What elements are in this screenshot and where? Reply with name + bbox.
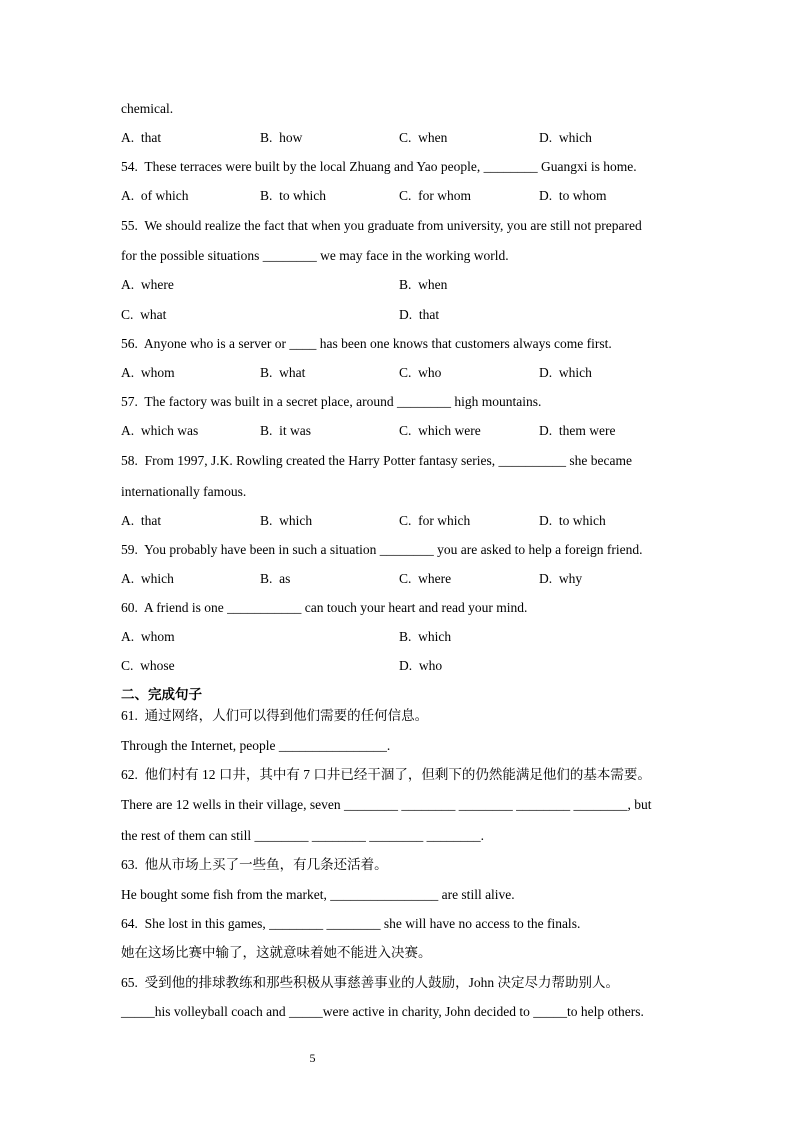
question-56: 56. Anyone who is a server or ____ has been one knows that customers always come first. [121, 336, 612, 351]
option-60-b: B. which [399, 629, 452, 644]
option-58-d: D. to which [539, 513, 606, 528]
option-59-a: A. which [121, 571, 174, 586]
option-58-a: A. that [121, 513, 162, 528]
section-heading: 二、完成句子 [121, 687, 202, 702]
option-57-c: C. which were [399, 423, 481, 438]
question-64-english: 64. She lost in this games, ________ ________ she will have no access to the finals. [121, 916, 581, 931]
option-54-a: A. of which [121, 188, 189, 203]
question-53-continuation: chemical. [121, 101, 174, 116]
question-58-line1: 58. From 1997, J.K. Rowling created the Harry Potter fantasy series, __________ she became [121, 453, 633, 468]
question-65-chinese: 65. 受到他的排球教练和那些积极从事慈善事业的人鼓励，John 决定尽力帮助别人。 [121, 975, 620, 990]
option-53-b: B. how [260, 130, 303, 145]
question-55-line2: for the possible situations ________ we may face in the working world. [121, 248, 509, 263]
question-63-english: He bought some fish from the market, ________________ are still alive. [121, 887, 515, 902]
option-54-b: B. to which [260, 188, 326, 203]
question-65-english: _____his volleyball coach and _____were active in charity, John decided to _____to help others. [121, 1004, 644, 1019]
option-60-a: A. whom [121, 629, 175, 644]
option-56-d: D. which [539, 365, 592, 380]
option-58-b: B. which [260, 513, 313, 528]
option-60-d: D. who [399, 658, 443, 673]
option-56-c: C. who [399, 365, 442, 380]
option-53-d: D. which [539, 130, 592, 145]
option-59-c: C. where [399, 571, 452, 586]
option-57-b: B. it was [260, 423, 312, 438]
question-64-chinese: 她在这场比赛中输了，这就意味着她不能进入决赛。 [121, 945, 432, 960]
question-54: 54. These terraces were built by the local Zhuang and Yao people, ________ Guangxi is home. [121, 159, 637, 174]
question-61-english: Through the Internet, people ________________. [121, 738, 391, 753]
option-55-b: B. when [399, 277, 448, 292]
option-58-c: C. for which [399, 513, 471, 528]
option-53-c: C. when [399, 130, 448, 145]
question-62-chinese: 62. 他们村有 12 口井，其中有 7 口井已经干涸了，但剩下的仍然能满足他们的基本需要。 [121, 767, 651, 782]
question-57: 57. The factory was built in a secret place, around ________ high mountains. [121, 394, 542, 409]
question-62-english-line1: There are 12 wells in their village, seven ________ ________ ________ ________ ________, but [121, 797, 652, 812]
question-58-line2: internationally famous. [121, 484, 247, 499]
option-56-a: A. whom [121, 365, 175, 380]
question-59: 59. You probably have been in such a situation ________ you are asked to help a foreign friend. [121, 542, 643, 557]
question-63-chinese: 63. 他从市场上买了一些鱼，有几条还活着。 [121, 857, 388, 872]
option-55-a: A. where [121, 277, 174, 292]
option-57-d: D. them were [539, 423, 616, 438]
option-59-b: B. as [260, 571, 291, 586]
option-53-a: A. that [121, 130, 162, 145]
option-56-b: B. what [260, 365, 306, 380]
option-59-d: D. why [539, 571, 583, 586]
option-55-d: D. that [399, 307, 440, 322]
option-60-c: C. whose [121, 658, 175, 673]
option-57-a: A. which was [121, 423, 199, 438]
option-54-c: C. for whom [399, 188, 471, 203]
page-number: 5 [309, 1051, 316, 1065]
question-55-line1: 55. We should realize the fact that when you graduate from university, you are still not prepared [121, 218, 642, 233]
option-55-c: C. what [121, 307, 167, 322]
option-54-d: D. to whom [539, 188, 607, 203]
question-60: 60. A friend is one ___________ can touch your heart and read your mind. [121, 600, 528, 615]
question-61-chinese: 61. 通过网络，人们可以得到他们需要的任何信息。 [121, 708, 429, 723]
question-62-english-line2: the rest of them can still ________ ________ ________ ________. [121, 828, 484, 843]
